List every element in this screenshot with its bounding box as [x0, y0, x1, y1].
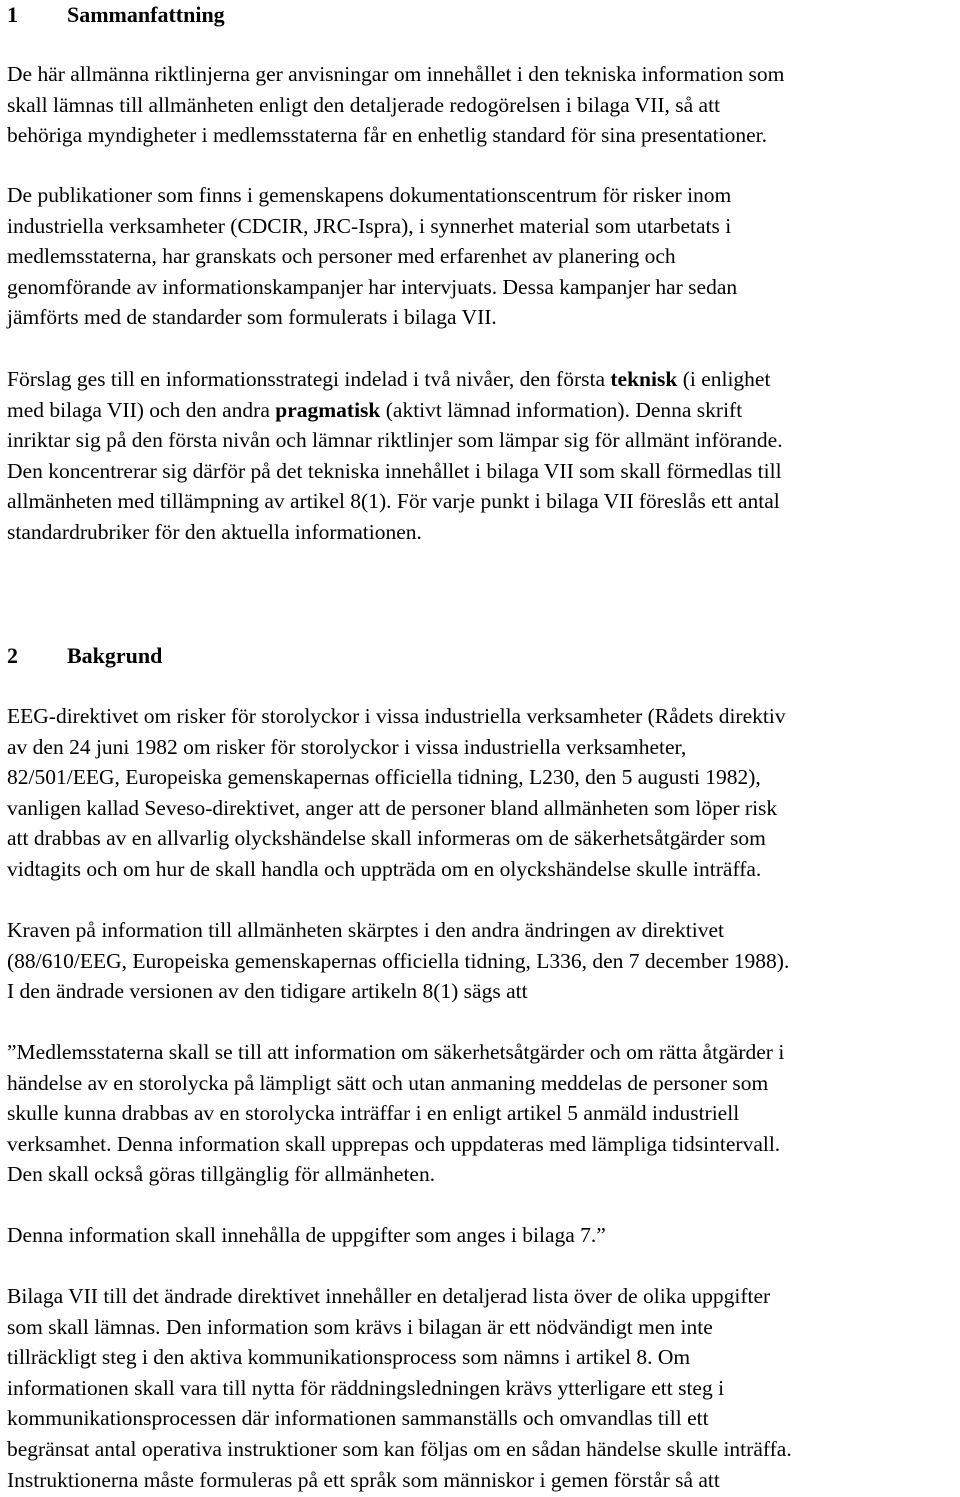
paragraph: [7, 701, 786, 885]
paragraph: [7, 1281, 792, 1495]
text-line: ”Medlemsstaterna skall se till att information om säkerhetsåtgärder och om rätta åtgärder i: [7, 1040, 785, 1064]
text-line: [7, 395, 783, 426]
text-line: händelse av en storolycka på lämpligt sätt och utan anmaning meddelas de personer som: [7, 1070, 769, 1095]
text-line: tillräckligt steg i den aktiva kommunikationsprocess som nämns i artikel 8. Om: [7, 1345, 691, 1370]
bold-term: pragmatisk: [275, 397, 381, 422]
text-line: inriktar sig på den första nivån och lämnar riktlinjer som lämpar sig för allmänt införande.: [7, 428, 783, 453]
text-line: genomförande av informationskampanjer har intervjuats. Dessa kampanjer har sedan: [7, 274, 738, 299]
text-line: I den ändrade versionen av den tidigare artikeln 8(1) sägs att: [7, 979, 528, 1004]
text-line: skall lämnas till allmänheten enligt den detaljerade redogörelsen i bilaga VII, så att: [7, 92, 721, 117]
text-line: Bilaga VII till det ändrade direktivet innehåller en detaljerad lista över de olika uppgifter: [7, 1284, 771, 1308]
paragraph: [7, 180, 737, 333]
quote-paragraph: [7, 1220, 606, 1251]
text-line: Denna information skall innehålla de uppgifter som anges i bilaga 7.”: [7, 1223, 606, 1247]
text-line: Kraven på information till allmänheten skärptes i den andra ändringen av direktivet: [7, 918, 725, 942]
section-title: Sammanfattning: [67, 2, 225, 27]
text-line: som skall lämnas. Den information som krävs i bilagan är ett nödvändigt men inte: [7, 1314, 713, 1339]
text-line: [7, 364, 783, 395]
text-line: industriella verksamheter (CDCIR, JRC-Ispra), i synnerhet material som utarbetats i: [7, 213, 732, 238]
text-run: (i enlighet: [677, 367, 771, 391]
text-line: informationen skall vara till nytta för räddningsledningen krävs ytterligare ett steg i: [7, 1375, 725, 1400]
text-line: kommunikationsprocessen där informationen sammanställs och omvandlas till ett: [7, 1406, 709, 1431]
text-line: 82/501/EEG, Europeiska gemenskapernas officiella tidning, L230, den 5 augusti 1982),: [7, 765, 761, 790]
text-line: begränsat antal operativa instruktioner som kan följas om en sådan händelse skulle inträffa.: [7, 1436, 792, 1461]
bold-term: teknisk: [610, 367, 678, 391]
text-line: vanligen kallad Seveso-direktivet, anger att de personer bland allmänheten som löper risk: [7, 795, 778, 820]
text-line: (88/610/EEG, Europeiska gemenskapernas officiella tidning, L336, den 7 december 1988).: [7, 948, 790, 973]
text-line: Den skall också göras tillgänglig för allmänheten.: [7, 1162, 436, 1187]
text-line: De publikationer som finns i gemenskapens dokumentationscentrum för risker inom: [7, 183, 732, 207]
section-2-heading: [7, 641, 162, 671]
text-line: standardrubriker för den aktuella informationen.: [7, 519, 422, 544]
text-line: EEG-direktivet om risker för storolyckor i vissa industriella verksamheter (Rådets direktiv: [7, 704, 786, 728]
paragraph: [7, 364, 783, 548]
text-run: Förslag ges till en informationsstrategi indelad i två nivåer, den första: [7, 367, 611, 391]
text-line: skulle kunna drabbas av en storolycka inträffar i en enligt artikel 5 anmäld industriell: [7, 1101, 740, 1126]
quote-paragraph: [7, 1037, 784, 1190]
section-1-heading: [7, 0, 225, 30]
text-line: De här allmänna riktlinjerna ger anvisningar om innehållet i den tekniska information som: [7, 62, 785, 86]
paragraph: [7, 915, 789, 1007]
text-line: allmänheten med tillämpning av artikel 8(1). För varje punkt i bilaga VII föreslås ett antal: [7, 489, 780, 514]
text-line: Den koncentrerar sig därför på det tekniska innehållet i bilaga VII som skall förmedlas till: [7, 458, 782, 483]
text-run: (aktivt lämnad information). Denna skrift: [380, 397, 743, 422]
text-line: att drabbas av en allvarlig olyckshändelse skall informeras om de säkerhetsåtgärder som: [7, 826, 766, 851]
text-line: medlemsstaterna, har granskats och personer med erfarenhet av planering och: [7, 244, 676, 269]
text-line: Instruktionerna måste formuleras på ett språk som människor i gemen förstår så att: [7, 1467, 720, 1492]
paragraph: [7, 59, 784, 151]
section-number: 1: [7, 2, 18, 27]
text-line: vidtagits och om hur de skall handla och uppträda om en olyckshändelse skulle inträffa.: [7, 856, 762, 881]
text-line: jämförts med de standarder som formulerats i bilaga VII.: [7, 305, 497, 330]
text-run: med bilaga VII) och den andra: [7, 397, 276, 422]
text-line: av den 24 juni 1982 om risker för storolyckor i vissa industriella verksamheter,: [7, 734, 687, 759]
section-title: Bakgrund: [67, 643, 163, 668]
text-line: behöriga myndigheter i medlemsstaterna får en enhetlig standard för sina presentationer.: [7, 123, 767, 148]
section-number: 2: [7, 643, 18, 668]
text-line: verksamhet. Denna information skall upprepas och uppdateras med lämpliga tidsintervall.: [7, 1131, 781, 1156]
